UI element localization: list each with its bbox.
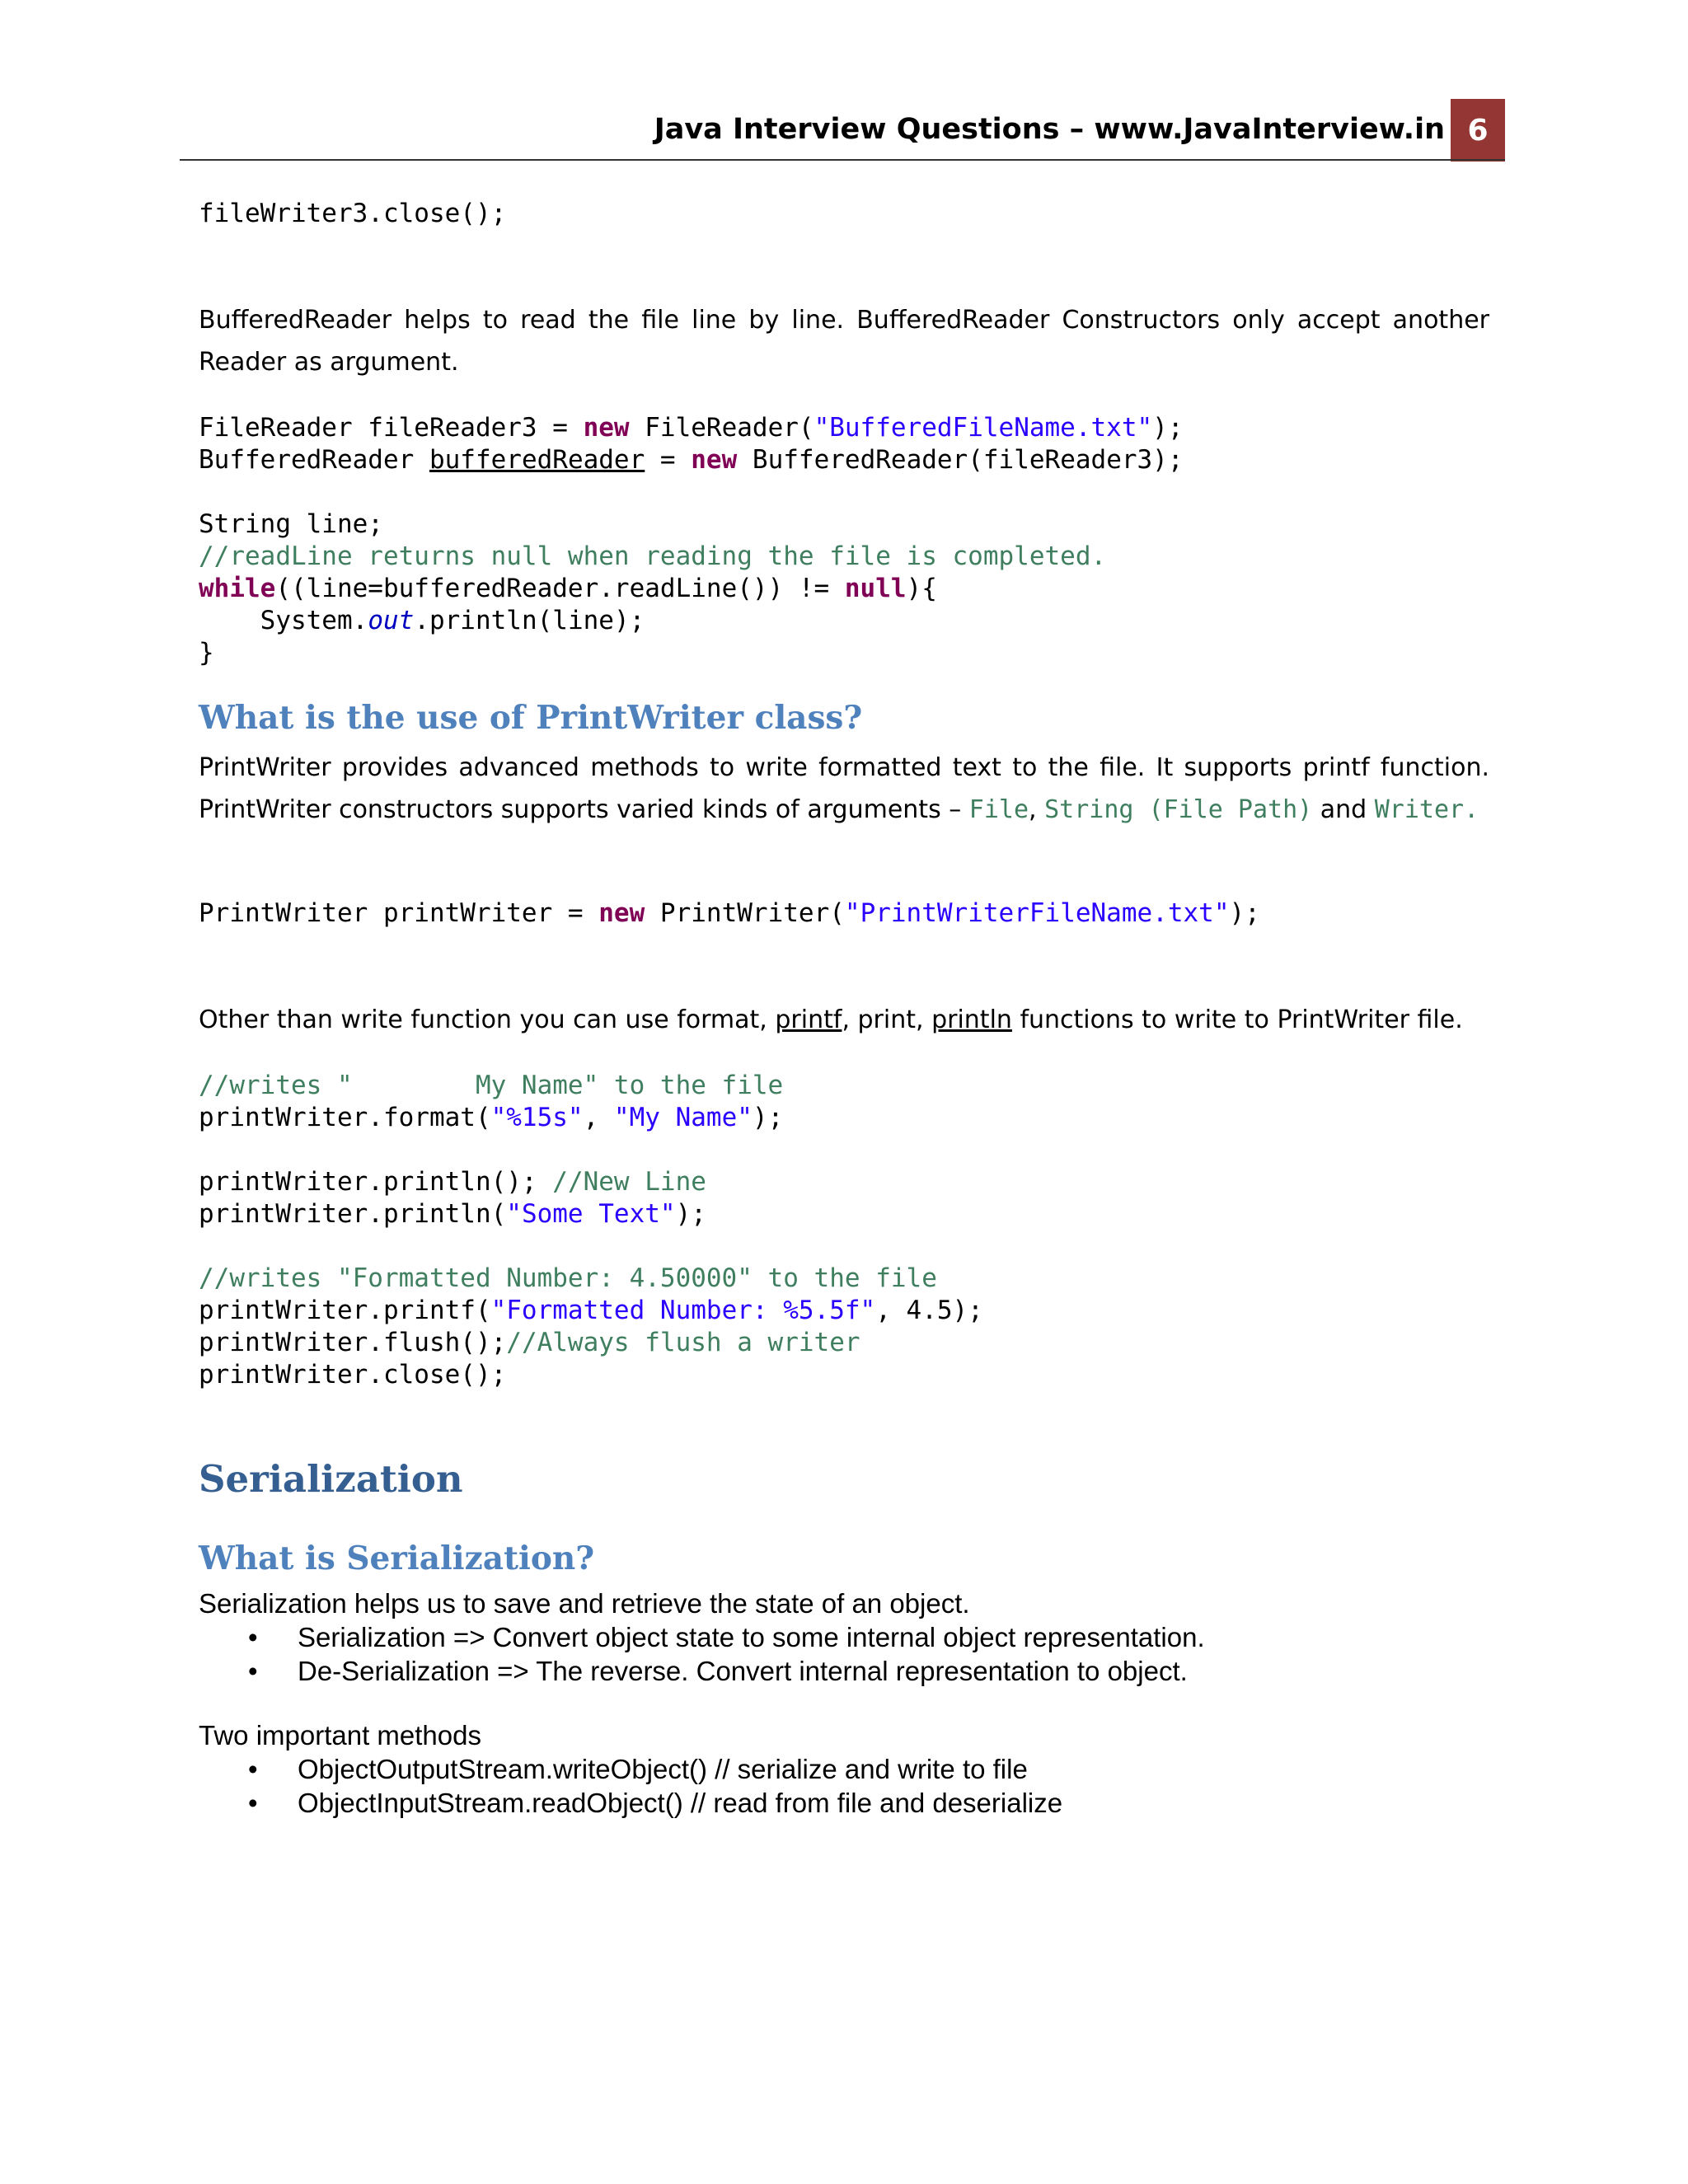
- code-block-printwriter-methods: [199, 1070, 1489, 1391]
- paragraph-other-functions: [199, 999, 1489, 1041]
- code-blank-line: [199, 1134, 1489, 1166]
- bullet-icon: •: [248, 1656, 258, 1686]
- code-line: printWriter.printf("Formatted Number: %5.5f", 4.5);: [199, 1296, 983, 1325]
- list-item: • Serialization => Convert object state to some internal object representation.: [248, 1622, 1205, 1652]
- paragraph-text: BufferedReader helps to read the file line by line. BufferedReader Constructors only accept another Reader as argument.: [199, 306, 1489, 377]
- bullet-icon: •: [248, 1788, 258, 1818]
- code-comment: //writes "Formatted Number: 4.50000" to the file: [199, 1263, 937, 1293]
- serialization-question: [199, 1540, 1489, 1577]
- page-number-badge: 6: [1451, 99, 1505, 162]
- code-line: printWriter.format("%15s", "My Name");: [199, 1103, 784, 1132]
- code-line: printWriter.flush();//Always flush a writer: [199, 1328, 860, 1357]
- code-comment: //readLine returns null when reading the file is completed.: [199, 541, 1107, 571]
- code-blank-line: [199, 1230, 1489, 1263]
- code-blank-line: [199, 476, 1489, 509]
- serialization-body: [199, 1586, 1489, 1820]
- bullet-list: [199, 1620, 1489, 1688]
- question-heading: What is Serialization?: [199, 1540, 595, 1577]
- paragraph-bufferedreader: [199, 299, 1489, 383]
- code-line: printWriter.println("Some Text");: [199, 1199, 706, 1229]
- section-printwriter: [199, 699, 1489, 737]
- paragraph-printwriter: [199, 747, 1489, 831]
- code-line: BufferedReader bufferedReader = new BufferedReader(fileReader3);: [199, 445, 1184, 475]
- code-line: System.out.println(line);: [199, 606, 645, 635]
- paragraph-text: Other than write function you can use format, printf, print, println functions to write to PrintWriter file.: [199, 1005, 1463, 1034]
- list-item: • ObjectInputStream.readObject() // read from file and deserialize: [248, 1788, 1063, 1818]
- code-comment: //writes " My Name" to the file: [199, 1071, 784, 1100]
- code-line: }: [199, 638, 214, 668]
- section-serialization: [199, 1457, 1489, 1501]
- code-block-printwriter: [199, 898, 1489, 930]
- header-rule: [180, 159, 1505, 161]
- code-block-bufferedreader: [199, 412, 1489, 669]
- question-heading: What is the use of PrintWriter class?: [199, 699, 863, 737]
- paragraph-text: PrintWriter provides advanced methods to write formatted text to the file. It supports printf function. PrintWriter constructors supports varied kinds of arguments – File, String (File Path) and Writer.: [199, 753, 1489, 824]
- section-heading: Serialization: [199, 1457, 463, 1501]
- code-block-close: [199, 198, 1489, 230]
- code-line: printWriter.println(); //New Line: [199, 1167, 706, 1197]
- code-line: fileWriter3.close();: [199, 199, 507, 228]
- list-item: • De-Serialization => The reverse. Convert internal representation to object.: [248, 1656, 1188, 1686]
- code-line: String line;: [199, 509, 383, 539]
- header-title: Java Interview Questions – www.JavaInterview.in: [654, 113, 1445, 146]
- methods-list: [199, 1752, 1489, 1820]
- code-line: printWriter.close();: [199, 1360, 507, 1390]
- code-line: PrintWriter printWriter = new PrintWriter("PrintWriterFileName.txt");: [199, 898, 1260, 928]
- bullet-icon: •: [248, 1754, 258, 1784]
- bullet-icon: •: [248, 1622, 258, 1652]
- methods-label: Two important methods: [199, 1720, 481, 1750]
- code-line: while((line=bufferedReader.readLine()) != null){: [199, 574, 937, 603]
- intro-text: Serialization helps us to save and retrieve the state of an object.: [199, 1588, 970, 1619]
- code-line: FileReader fileReader3 = new FileReader("BufferedFileName.txt");: [199, 413, 1184, 443]
- list-item: • ObjectOutputStream.writeObject() // serialize and write to file: [248, 1754, 1028, 1784]
